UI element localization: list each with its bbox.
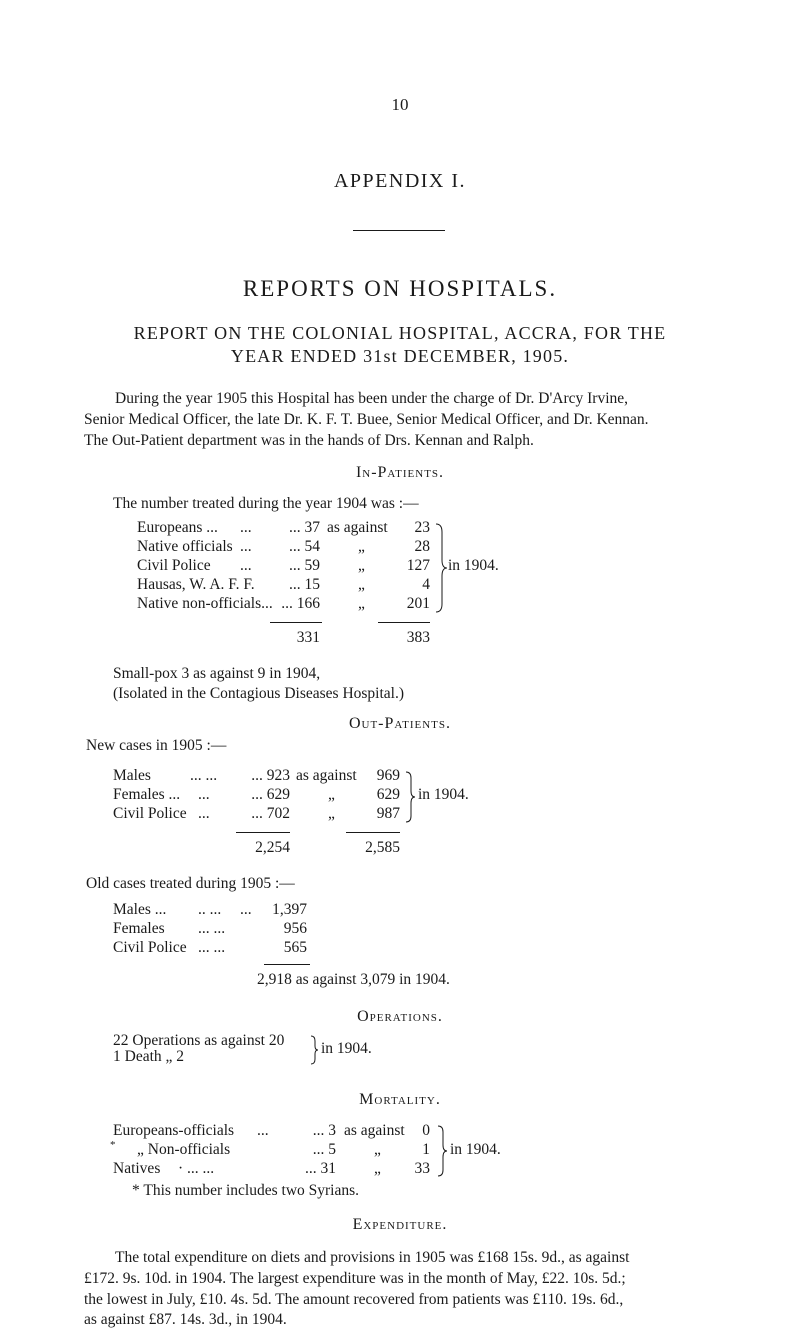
mort-row-label: Natives (113, 1160, 161, 1177)
new-row-phrase: „ (328, 786, 335, 803)
new-row-dots: ... (198, 805, 210, 822)
old-row-dots: .. ... (198, 901, 222, 918)
in-row-label: Europeans ... (137, 519, 218, 536)
in-patients-heading: In-Patients. (355, 464, 445, 481)
operations-line-2: 1 Death „ 2 (113, 1048, 185, 1065)
new-row-phrase: „ (328, 805, 335, 822)
intro-line-2: Senior Medical Officer, the late Dr. K. F. T. Buee, Senior Medical Officer, and Dr. Kennan. (84, 411, 649, 428)
title-divider (353, 230, 445, 231)
mort-row-prev: 1 (422, 1141, 430, 1158)
in-row-phrase: „ (358, 538, 365, 555)
old-row-dots: ... ... (198, 920, 226, 937)
mortality-bracket (436, 1124, 448, 1178)
in-row-value: ... 166 (281, 595, 320, 612)
expenditure-line-4: as against £87. 14s. 3d., in 1904. (84, 1311, 287, 1328)
in-row-phrase: as against (327, 519, 388, 536)
mort-row-value: ... 31 (305, 1160, 336, 1177)
mortality-bracket-label: in 1904. (450, 1141, 501, 1158)
mort-row-prev: 33 (414, 1160, 430, 1177)
new-total: 2,254 (255, 839, 290, 856)
report-title-line-2: YEAR ENDED 31st DECEMBER, 1905. (230, 346, 570, 366)
in-row-phrase: „ (358, 557, 365, 574)
in-row-label: Civil Police (137, 557, 211, 574)
in-row-label: Native non-officials... (137, 595, 273, 612)
in-row-phrase: „ (358, 576, 365, 593)
mortality-heading: Mortality. (359, 1091, 441, 1108)
page-number: 10 (391, 95, 409, 114)
in-row-prev: 4 (422, 576, 430, 593)
main-title: REPORTS ON HOSPITALS. (242, 276, 558, 301)
in-total: 331 (296, 629, 320, 646)
operations-heading: Operations. (357, 1008, 443, 1025)
in-total-rule (270, 622, 322, 623)
mort-row-phrase: „ (374, 1160, 381, 1177)
old-row-lead-dots: ... (240, 901, 252, 918)
in-row-phrase: „ (358, 595, 365, 612)
intro-line-1: During the year 1905 this Hospital has been under the charge of Dr. D'Arcy Irvine, (115, 390, 628, 407)
expenditure-line-3: the lowest in July, £10. 4s. 5d. The amount recovered from patients was £110. 19s. 6d., (84, 1291, 624, 1308)
mort-row-phrase: „ (374, 1141, 381, 1158)
new-row-prev: 629 (376, 786, 400, 803)
operations-bracket (309, 1034, 319, 1066)
in-row-value: ... 37 (289, 519, 320, 536)
mort-row-label: „ Non-officials (137, 1141, 231, 1158)
new-total-rule (236, 832, 290, 833)
mort-row-label: Europeans-officials (113, 1122, 235, 1139)
old-total-line: 2,918 as against 3,079 in 1904. (257, 971, 450, 988)
old-row-value: 956 (283, 920, 307, 937)
old-row-value: 1,397 (272, 901, 307, 918)
expenditure-line-2: £172. 9s. 10d. in 1904. The largest expenditure was in the month of May, £22. 10s. 5d.; (84, 1270, 626, 1287)
in-patients-intro: The number treated during the year 1904 was :— (113, 495, 419, 512)
appendix-title: APPENDIX I. (333, 170, 467, 192)
old-row-dots: ... ... (198, 939, 226, 956)
in-row-prev: 28 (414, 538, 430, 555)
asterisk-mark: * (110, 1139, 116, 1151)
new-row-dots: ... (198, 786, 210, 803)
in-row-prev: 23 (414, 519, 430, 536)
in-total-prev: 383 (406, 629, 430, 646)
new-row-prev: 987 (376, 805, 400, 822)
in-row-dots: ... (240, 557, 252, 574)
old-row-value: 565 (283, 939, 307, 956)
new-row-prev: 969 (376, 767, 400, 784)
report-title-line-1: REPORT ON THE COLONIAL HOSPITAL, ACCRA, FOR THE (133, 323, 667, 343)
expenditure-line-1: The total expenditure on diets and provisions in 1905 was £168 15s. 9d., as against (115, 1249, 630, 1266)
new-row-dots: ... ... (190, 767, 218, 784)
mort-row-prev: 0 (422, 1122, 430, 1139)
in-row-prev: 127 (406, 557, 430, 574)
out-patients-heading: Out-Patients. (348, 715, 452, 732)
old-total-rule (264, 964, 310, 965)
new-cases-bracket (404, 770, 416, 824)
new-total-prev: 2,585 (365, 839, 400, 856)
in-row-label: Hausas, W. A. F. F. (137, 576, 255, 593)
new-row-label: Civil Police (113, 805, 187, 822)
new-row-label: Females ... (113, 786, 181, 803)
in-total-prev-rule (378, 622, 430, 623)
intro-line-3: The Out-Patient department was in the hands of Drs. Kennan and Ralph. (84, 432, 534, 449)
mortality-footnote: * This number includes two Syrians. (132, 1182, 360, 1199)
in-row-dots: ... (240, 519, 252, 536)
new-row-phrase: as against (296, 767, 357, 784)
old-row-label: Civil Police (113, 939, 187, 956)
new-total-prev-rule (346, 832, 400, 833)
old-row-label: Females (113, 920, 165, 937)
new-row-label: Males (113, 767, 151, 784)
in-patients-bracket (434, 522, 448, 614)
in-row-value: ... 54 (289, 538, 320, 555)
smallpox-line-2: (Isolated in the Contagious Diseases Hospital.) (113, 685, 405, 702)
new-row-value: ... 923 (251, 767, 290, 784)
operations-bracket-label: in 1904. (321, 1040, 372, 1057)
new-row-value: ... 629 (251, 786, 290, 803)
mort-row-dots: · ... ... (178, 1160, 215, 1177)
mort-row-value: ... 3 (312, 1122, 336, 1139)
mort-row-value: ... 5 (312, 1141, 336, 1158)
old-row-label: Males ... (113, 901, 167, 918)
operations-line-1: 22 Operations as against 20 (113, 1032, 285, 1049)
in-row-label: Native officials (137, 538, 233, 555)
in-row-dots: ... (240, 538, 252, 555)
new-row-value: ... 702 (251, 805, 290, 822)
new-cases-bracket-label: in 1904. (418, 786, 469, 803)
old-cases-intro: Old cases treated during 1905 :— (86, 875, 295, 892)
mort-row-dots: ... (257, 1122, 269, 1139)
smallpox-line-1: Small-pox 3 as against 9 in 1904, (113, 665, 321, 682)
in-patients-bracket-label: in 1904. (448, 557, 499, 574)
new-cases-intro: New cases in 1905 :— (86, 737, 227, 754)
expenditure-heading: Expenditure. (352, 1216, 448, 1233)
mort-row-phrase: as against (344, 1122, 405, 1139)
in-row-value: ... 59 (289, 557, 320, 574)
in-row-value: ... 15 (289, 576, 320, 593)
in-row-prev: 201 (406, 595, 430, 612)
